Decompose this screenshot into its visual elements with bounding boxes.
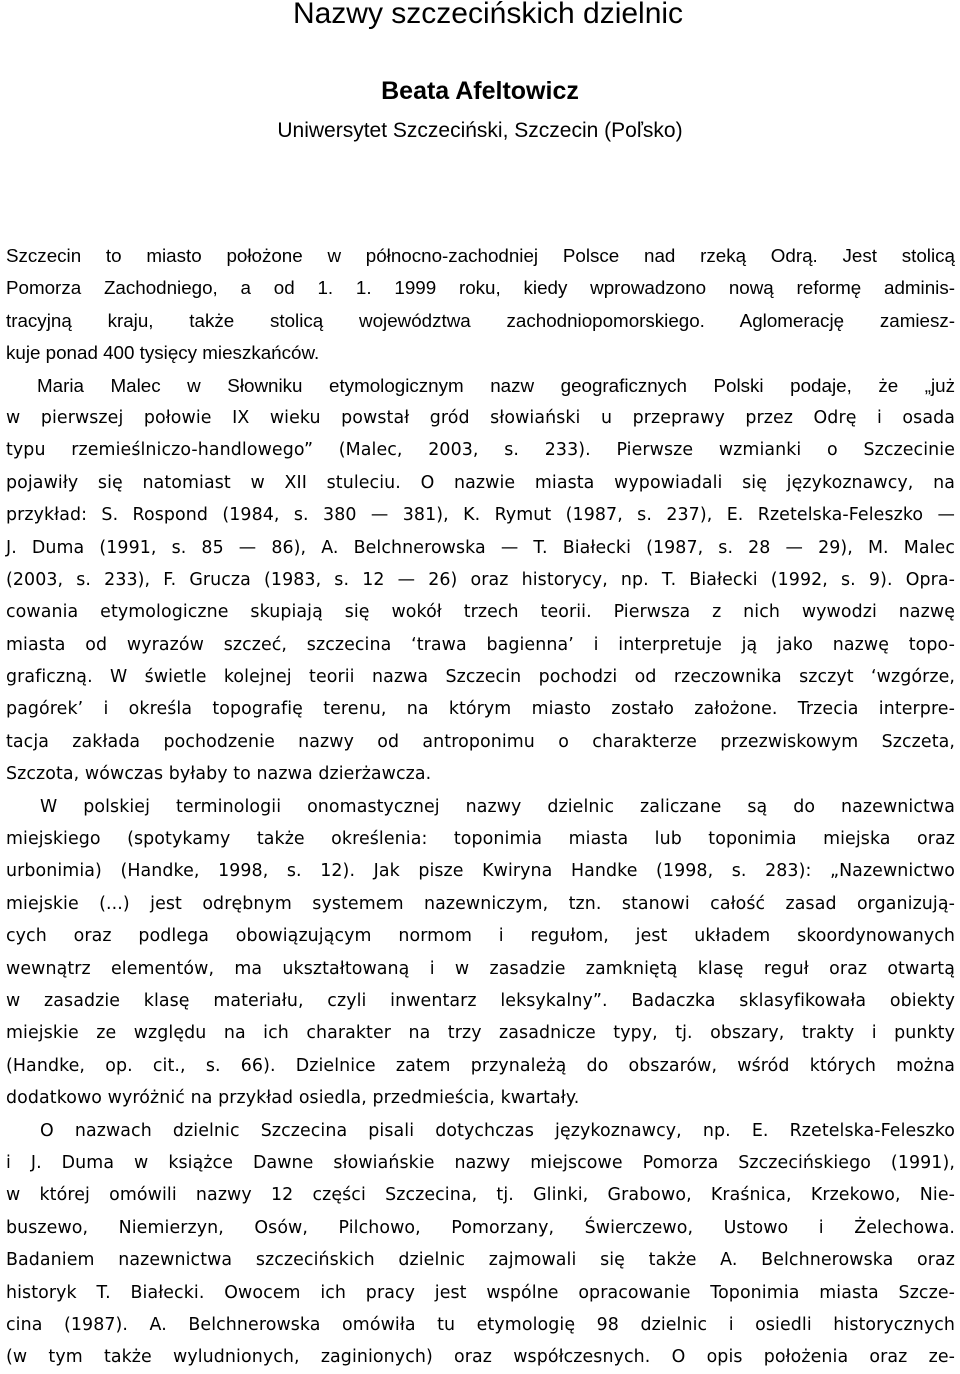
text-line: w zasadzie klasę materiału, czyli inwentarz leksykalny”. Badaczka sklasyfikowała obiekty bbox=[6, 990, 955, 1011]
author-name: Beata Afeltowicz bbox=[381, 77, 579, 105]
text-line: Szczota, wówczas byłaby to nazwa dzierżawcza. bbox=[6, 764, 432, 785]
text-line: graficzną. W świetle kolejnej teorii nazwa Szczecin pochodzi od rzeczownika szczyt ‘wzgórze, bbox=[6, 667, 955, 688]
text-line: w pierwszej połowie IX wieku powstał gród słowiański u przeprawy przez Odrę i osada bbox=[6, 407, 955, 428]
text-line: urbonimia) (Handke, 1998, s. 12). Jak pisze Kwiryna Handke (1998, s. 283): „Nazewnictwo bbox=[6, 861, 955, 882]
text-line: miejskie (...) jest odrębnym systemem nazewniczym, tzn. stanowi całość zasad organizują- bbox=[6, 893, 955, 914]
text-line: tacja zakłada pochodzenie nazwy od antroponimu o charakterze przezwiskowym Szczeta, bbox=[6, 731, 955, 752]
text-line: wewnątrz elementów, ma ukształtowaną i w zasadzie zamkniętą klasę reguł oraz otwartą bbox=[6, 958, 955, 979]
text-line: tracyjną kraju, także stolicą województwa zachodniopomorskiego. Aglomerację zamiesz- bbox=[6, 309, 955, 331]
text-line: pojawiły się natomiast w XII stuleciu. O nazwie miasta wypowiadali się językoznawcy, na bbox=[6, 472, 955, 493]
text-line: W polskiej terminologii onomastycznej nazwy dzielnic zaliczane są do nazewnictwa bbox=[40, 796, 955, 817]
text-line: historyk T. Białecki. Owocem ich pracy jest wspólne opracowanie Toponimia miasta Szcze- bbox=[6, 1282, 955, 1303]
article-title: Nazwy szczecińskich dzielnic bbox=[292, 0, 684, 30]
author-affiliation: Uniwersytet Szczeciński, Szczecin (Poľsko) bbox=[277, 119, 683, 142]
text-line: (w tym także wyludnionych, zaginionych) oraz współczesnych. O opis położenia oraz ze- bbox=[6, 1347, 955, 1368]
text-line: Pomorza Zachodniego, a od 1. 1. 1999 roku, kiedy wprowadzono nową reformę adminis- bbox=[6, 277, 955, 299]
text-line: typu rzemieślniczo-handlowego” (Malec, 2003, s. 233). Pierwsze wzmianki o Szczecinie bbox=[6, 440, 955, 461]
text-line: w której omówili nazwy 12 części Szczecina, tj. Glinki, Grabowo, Kraśnica, Krzekowo, Nie- bbox=[6, 1185, 955, 1206]
text-line: Szczecin to miasto położone w północno-zachodniej Polsce nad rzeką Odrą. Jest stolicą bbox=[6, 245, 955, 266]
text-line: J. Duma (1991, s. 85 — 86), A. Belchnerowska — T. Białecki (1987, s. 28 — 29), M. Malec bbox=[6, 537, 955, 558]
text-line: cowania etymologiczne skupiają się wokół trzech teorii. Pierwsza z nich wywodzi nazwę bbox=[6, 602, 955, 623]
article-body bbox=[6, 240, 955, 1374]
text-line: O nazwach dzielnic Szczecina pisali dotychczas językoznawcy, np. E. Rzetelska-Feleszko bbox=[40, 1120, 955, 1141]
text-line: przykład: S. Rospond (1984, s. 380 — 381), K. Rymut (1987, s. 237), E. Rzetelska-Feleszko — bbox=[6, 505, 955, 526]
text-line: buszewo, Niemierzyn, Osów, Pilchowo, Pomorzany, Świerczewo, Ustowo i Żelechowa. bbox=[6, 1217, 955, 1238]
text-line: Maria Malec w Słowniku etymologicznym nazw geograficznych Polski podaje, że „już bbox=[37, 374, 955, 396]
text-line: (2003, s. 233), F. Grucza (1983, s. 12 — 26) oraz historycy, np. T. Białecki (1992, s. 9). Opra- bbox=[6, 569, 955, 590]
text-line: Badaniem nazewnictwa szczecińskich dzielnic zajmowali się także A. Belchnerowska oraz bbox=[6, 1250, 955, 1271]
text-line: cych oraz podlega obowiązującym normom i regułom, jest układem skoordynowanych bbox=[6, 926, 955, 947]
text-line: dodatkowo wyróżnić na przykład osiedla, przedmieścia, kwartały. bbox=[6, 1088, 580, 1109]
text-line: kuje ponad 400 tysięcy mieszkańców. bbox=[6, 342, 320, 364]
text-line: pagórek’ i określa topografię terenu, na którym miasto zostało założone. Trzecia interpre- bbox=[6, 699, 955, 720]
text-line: miejskiego (spotykamy także określenia: toponimia miasta lub toponimia miejska oraz bbox=[6, 829, 955, 850]
text-line: miasta od wyrazów szczeć, szczecina ‘trawa bagienna’ i interpretuje ją jako nazwę topo- bbox=[6, 634, 955, 655]
text-line: cina (1987). A. Belchnerowska omówiła tu etymologię 98 dzielnic i osiedli historycznych bbox=[6, 1314, 955, 1335]
text-line: miejskie ze względu na ich charakter na trzy zasadnicze typy, tj. obszary, trakty i punkty bbox=[6, 1023, 955, 1044]
text-line: (Handke, op. cit., s. 66). Dzielnice zatem przynależą do obszarów, wśród których można bbox=[6, 1055, 955, 1076]
text-line: i J. Duma w książce Dawne słowiańskie nazwy miejscowe Pomorza Szczecińskiego (1991), bbox=[6, 1152, 955, 1173]
